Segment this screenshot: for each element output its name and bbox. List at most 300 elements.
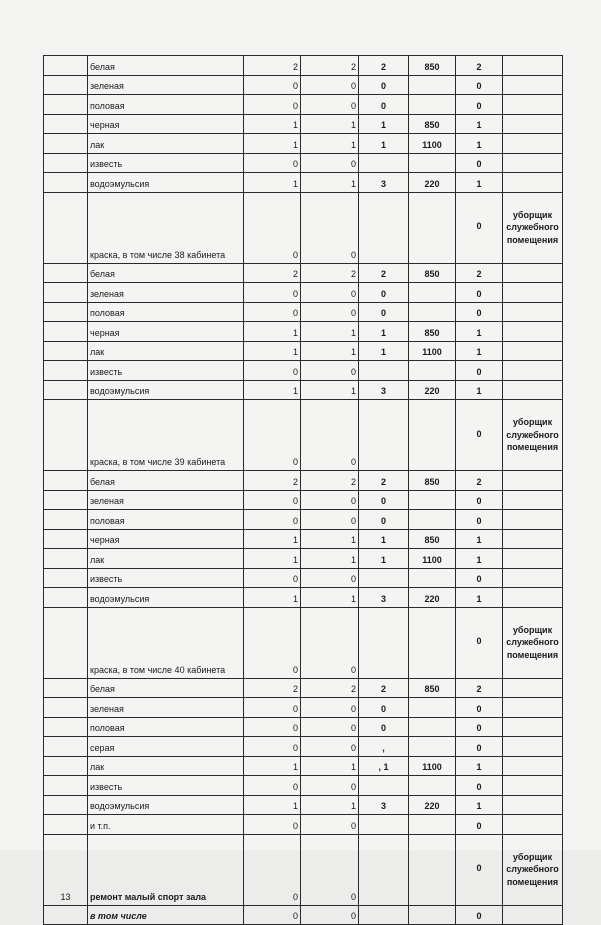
qty-b-cell: 0 (301, 776, 359, 796)
qty-a-cell: 0 (244, 153, 301, 173)
qty-b-cell: 0 (301, 737, 359, 757)
row-number-cell (44, 568, 88, 588)
qty-b-cell: 1 (301, 134, 359, 154)
price-cell: 220 (409, 588, 456, 608)
table-row (44, 834, 563, 905)
qty-c-cell: 0 (359, 95, 409, 115)
qty-d-cell: 0 (456, 153, 503, 173)
price-cell (409, 490, 456, 510)
row-number-cell (44, 588, 88, 608)
responsible-cell (503, 263, 563, 283)
qty-c-cell (359, 153, 409, 173)
qty-c-cell: 0 (359, 302, 409, 322)
price-cell: 220 (409, 173, 456, 193)
qty-a-cell: 1 (244, 529, 301, 549)
table-row (44, 756, 563, 776)
qty-d-cell: 1 (456, 114, 503, 134)
table-row (44, 192, 563, 263)
row-number-cell (44, 263, 88, 283)
qty-c-cell (359, 361, 409, 381)
responsible-cell: уборщик служебного помещения (503, 400, 563, 471)
item-name-cell: в том числе (88, 905, 244, 925)
qty-d-cell: 0 (456, 302, 503, 322)
qty-c-cell: 0 (359, 490, 409, 510)
item-name-cell: известь (88, 568, 244, 588)
qty-b-cell: 2 (301, 471, 359, 491)
qty-c-cell (359, 776, 409, 796)
responsible-cell (503, 678, 563, 698)
qty-a-cell: 0 (244, 400, 301, 471)
qty-a-cell: 0 (244, 698, 301, 718)
price-cell (409, 283, 456, 303)
responsible-cell (503, 56, 563, 76)
qty-a-cell: 1 (244, 341, 301, 361)
responsible-cell (503, 549, 563, 569)
row-number-cell (44, 192, 88, 263)
qty-c-cell: 2 (359, 471, 409, 491)
table-row (44, 56, 563, 76)
table-row (44, 698, 563, 718)
qty-c-cell: 0 (359, 75, 409, 95)
qty-d-cell: 2 (456, 678, 503, 698)
item-name-cell: ремонт малый спорт зала (88, 834, 244, 905)
table-row (44, 568, 563, 588)
table-row (44, 588, 563, 608)
table-row (44, 153, 563, 173)
price-cell: 1100 (409, 341, 456, 361)
item-name-cell: водоэмульсия (88, 173, 244, 193)
qty-c-cell: 1 (359, 134, 409, 154)
qty-a-cell: 0 (244, 776, 301, 796)
qty-b-cell: 0 (301, 192, 359, 263)
item-name-cell: половая (88, 95, 244, 115)
qty-b-cell: 0 (301, 95, 359, 115)
price-cell (409, 737, 456, 757)
qty-b-cell: 0 (301, 698, 359, 718)
qty-b-cell: 0 (301, 834, 359, 905)
row-number-cell (44, 114, 88, 134)
row-number-cell (44, 607, 88, 678)
table-row (44, 361, 563, 381)
price-cell: 850 (409, 678, 456, 698)
item-name-cell: белая (88, 471, 244, 491)
price-cell: 850 (409, 471, 456, 491)
qty-a-cell: 1 (244, 134, 301, 154)
item-name-cell: лак (88, 341, 244, 361)
item-name-cell: половая (88, 302, 244, 322)
table-row (44, 302, 563, 322)
qty-b-cell: 1 (301, 756, 359, 776)
responsible-cell (503, 322, 563, 342)
table-row (44, 400, 563, 471)
qty-d-cell: 0 (456, 490, 503, 510)
qty-d-cell: 1 (456, 756, 503, 776)
table-row (44, 815, 563, 835)
responsible-cell (503, 153, 563, 173)
qty-d-cell: 1 (456, 134, 503, 154)
qty-a-cell: 1 (244, 173, 301, 193)
qty-a-cell: 2 (244, 263, 301, 283)
qty-a-cell: 0 (244, 834, 301, 905)
item-name-cell: зеленая (88, 75, 244, 95)
qty-b-cell: 0 (301, 490, 359, 510)
qty-b-cell: 1 (301, 173, 359, 193)
responsible-cell (503, 568, 563, 588)
qty-a-cell: 0 (244, 75, 301, 95)
row-number-cell (44, 737, 88, 757)
price-cell (409, 698, 456, 718)
qty-d-cell: 1 (456, 341, 503, 361)
qty-c-cell: , 1 (359, 756, 409, 776)
table-row (44, 173, 563, 193)
item-name-cell: известь (88, 361, 244, 381)
materials-table-body (44, 56, 563, 925)
qty-d-cell: 0 (456, 834, 503, 905)
materials-table (43, 55, 563, 925)
qty-b-cell: 1 (301, 322, 359, 342)
responsible-cell (503, 95, 563, 115)
responsible-cell (503, 588, 563, 608)
row-number-cell (44, 361, 88, 381)
price-cell (409, 776, 456, 796)
item-name-cell: белая (88, 678, 244, 698)
price-cell (409, 568, 456, 588)
price-cell (409, 400, 456, 471)
responsible-cell: уборщик служебного помещения (503, 607, 563, 678)
qty-b-cell: 0 (301, 815, 359, 835)
qty-a-cell: 2 (244, 471, 301, 491)
row-number-cell (44, 717, 88, 737)
qty-b-cell: 0 (301, 75, 359, 95)
responsible-cell (503, 905, 563, 925)
qty-b-cell: 0 (301, 400, 359, 471)
qty-c-cell: 1 (359, 549, 409, 569)
qty-c-cell: 3 (359, 795, 409, 815)
qty-b-cell: 1 (301, 114, 359, 134)
qty-d-cell: 0 (456, 776, 503, 796)
price-cell: 220 (409, 380, 456, 400)
qty-b-cell: 1 (301, 341, 359, 361)
row-number-cell (44, 678, 88, 698)
row-number-cell (44, 341, 88, 361)
qty-b-cell: 0 (301, 283, 359, 303)
responsible-cell (503, 795, 563, 815)
qty-a-cell: 0 (244, 192, 301, 263)
row-number-cell: 13 (44, 834, 88, 905)
qty-d-cell: 1 (456, 322, 503, 342)
qty-d-cell: 0 (456, 815, 503, 835)
qty-d-cell: 1 (456, 380, 503, 400)
price-cell: 1100 (409, 549, 456, 569)
row-number-cell (44, 56, 88, 76)
responsible-cell: уборщик служебного помещения (503, 834, 563, 905)
table-row (44, 737, 563, 757)
price-cell (409, 815, 456, 835)
qty-d-cell: 2 (456, 471, 503, 491)
responsible-cell (503, 283, 563, 303)
responsible-cell (503, 75, 563, 95)
responsible-cell (503, 737, 563, 757)
qty-d-cell: 1 (456, 795, 503, 815)
qty-d-cell: 0 (456, 283, 503, 303)
price-cell (409, 834, 456, 905)
qty-a-cell: 1 (244, 549, 301, 569)
table-row (44, 95, 563, 115)
qty-a-cell: 1 (244, 795, 301, 815)
row-number-cell (44, 153, 88, 173)
qty-d-cell: 1 (456, 529, 503, 549)
qty-c-cell (359, 607, 409, 678)
item-name-cell: лак (88, 549, 244, 569)
row-number-cell (44, 490, 88, 510)
responsible-cell (503, 529, 563, 549)
qty-c-cell: , (359, 737, 409, 757)
qty-a-cell: 1 (244, 588, 301, 608)
responsible-cell (503, 776, 563, 796)
item-name-cell: краска, в том числе 40 кабинета (88, 607, 244, 678)
qty-b-cell: 1 (301, 549, 359, 569)
qty-a-cell: 0 (244, 905, 301, 925)
row-number-cell (44, 815, 88, 835)
qty-b-cell: 0 (301, 607, 359, 678)
qty-b-cell: 0 (301, 905, 359, 925)
item-name-cell: белая (88, 56, 244, 76)
row-number-cell (44, 322, 88, 342)
price-cell: 220 (409, 795, 456, 815)
item-name-cell: и т.п. (88, 815, 244, 835)
qty-d-cell: 0 (456, 737, 503, 757)
row-number-cell (44, 756, 88, 776)
qty-d-cell: 0 (456, 568, 503, 588)
qty-c-cell: 2 (359, 56, 409, 76)
qty-c-cell (359, 905, 409, 925)
qty-b-cell: 1 (301, 588, 359, 608)
item-name-cell: лак (88, 134, 244, 154)
row-number-cell (44, 776, 88, 796)
responsible-cell (503, 134, 563, 154)
responsible-cell (503, 717, 563, 737)
qty-a-cell: 0 (244, 568, 301, 588)
qty-c-cell (359, 192, 409, 263)
qty-a-cell: 1 (244, 380, 301, 400)
item-name-cell: водоэмульсия (88, 588, 244, 608)
table-row (44, 678, 563, 698)
qty-b-cell: 0 (301, 361, 359, 381)
qty-b-cell: 0 (301, 717, 359, 737)
qty-c-cell: 1 (359, 114, 409, 134)
qty-a-cell: 0 (244, 717, 301, 737)
price-cell (409, 302, 456, 322)
item-name-cell: водоэмульсия (88, 795, 244, 815)
item-name-cell: зеленая (88, 698, 244, 718)
qty-a-cell: 0 (244, 302, 301, 322)
qty-c-cell: 0 (359, 717, 409, 737)
qty-c-cell: 0 (359, 283, 409, 303)
row-number-cell (44, 698, 88, 718)
qty-a-cell: 0 (244, 815, 301, 835)
price-cell (409, 510, 456, 530)
responsible-cell (503, 380, 563, 400)
responsible-cell (503, 302, 563, 322)
qty-d-cell: 0 (456, 400, 503, 471)
qty-b-cell: 2 (301, 263, 359, 283)
qty-b-cell: 2 (301, 678, 359, 698)
item-name-cell: зеленая (88, 283, 244, 303)
table-row (44, 607, 563, 678)
row-number-cell (44, 905, 88, 925)
item-name-cell: зеленая (88, 490, 244, 510)
table-row (44, 549, 563, 569)
item-name-cell: черная (88, 114, 244, 134)
qty-d-cell: 1 (456, 588, 503, 608)
price-cell (409, 192, 456, 263)
responsible-cell: уборщик служебного помещения (503, 192, 563, 263)
qty-a-cell: 0 (244, 607, 301, 678)
qty-b-cell: 0 (301, 302, 359, 322)
row-number-cell (44, 400, 88, 471)
table-row (44, 510, 563, 530)
row-number-cell (44, 510, 88, 530)
table-row (44, 905, 563, 925)
qty-c-cell (359, 815, 409, 835)
qty-a-cell: 0 (244, 283, 301, 303)
qty-c-cell: 3 (359, 173, 409, 193)
responsible-cell (503, 173, 563, 193)
table-row (44, 341, 563, 361)
qty-c-cell: 2 (359, 263, 409, 283)
qty-b-cell: 1 (301, 795, 359, 815)
table-row (44, 795, 563, 815)
qty-c-cell (359, 834, 409, 905)
responsible-cell (503, 361, 563, 381)
qty-a-cell: 0 (244, 490, 301, 510)
qty-d-cell: 0 (456, 192, 503, 263)
table-row (44, 380, 563, 400)
price-cell (409, 153, 456, 173)
price-cell: 1100 (409, 134, 456, 154)
qty-d-cell: 2 (456, 263, 503, 283)
qty-a-cell: 0 (244, 510, 301, 530)
price-cell (409, 95, 456, 115)
price-cell (409, 607, 456, 678)
qty-a-cell: 1 (244, 756, 301, 776)
row-number-cell (44, 173, 88, 193)
qty-d-cell: 0 (456, 905, 503, 925)
qty-a-cell: 2 (244, 56, 301, 76)
row-number-cell (44, 549, 88, 569)
qty-a-cell: 1 (244, 322, 301, 342)
qty-b-cell: 0 (301, 510, 359, 530)
price-cell (409, 717, 456, 737)
price-cell (409, 75, 456, 95)
price-cell: 850 (409, 114, 456, 134)
qty-d-cell: 0 (456, 361, 503, 381)
qty-d-cell: 0 (456, 717, 503, 737)
table-row (44, 322, 563, 342)
table-row (44, 75, 563, 95)
qty-d-cell: 0 (456, 95, 503, 115)
qty-c-cell (359, 568, 409, 588)
responsible-cell (503, 114, 563, 134)
responsible-cell (503, 510, 563, 530)
qty-c-cell: 1 (359, 529, 409, 549)
item-name-cell: известь (88, 153, 244, 173)
qty-a-cell: 2 (244, 678, 301, 698)
qty-d-cell: 1 (456, 549, 503, 569)
qty-c-cell: 0 (359, 698, 409, 718)
qty-d-cell: 0 (456, 607, 503, 678)
qty-d-cell: 0 (456, 698, 503, 718)
table-row (44, 529, 563, 549)
item-name-cell: лак (88, 756, 244, 776)
qty-d-cell: 0 (456, 75, 503, 95)
qty-b-cell: 2 (301, 56, 359, 76)
responsible-cell (503, 698, 563, 718)
qty-c-cell: 3 (359, 588, 409, 608)
table-row (44, 134, 563, 154)
qty-a-cell: 1 (244, 114, 301, 134)
table-row (44, 717, 563, 737)
row-number-cell (44, 302, 88, 322)
qty-a-cell: 0 (244, 737, 301, 757)
table-row (44, 490, 563, 510)
item-name-cell: серая (88, 737, 244, 757)
item-name-cell: белая (88, 263, 244, 283)
item-name-cell: половая (88, 510, 244, 530)
item-name-cell: черная (88, 322, 244, 342)
qty-c-cell (359, 400, 409, 471)
item-name-cell: черная (88, 529, 244, 549)
qty-d-cell: 0 (456, 510, 503, 530)
item-name-cell: водоэмульсия (88, 380, 244, 400)
responsible-cell (503, 815, 563, 835)
qty-b-cell: 0 (301, 568, 359, 588)
responsible-cell (503, 341, 563, 361)
responsible-cell (503, 490, 563, 510)
row-number-cell (44, 795, 88, 815)
qty-d-cell: 1 (456, 173, 503, 193)
row-number-cell (44, 134, 88, 154)
table-row (44, 114, 563, 134)
item-name-cell: половая (88, 717, 244, 737)
price-cell: 1100 (409, 756, 456, 776)
row-number-cell (44, 75, 88, 95)
qty-c-cell: 2 (359, 678, 409, 698)
item-name-cell: известь (88, 776, 244, 796)
qty-c-cell: 0 (359, 510, 409, 530)
price-cell: 850 (409, 263, 456, 283)
responsible-cell (503, 756, 563, 776)
row-number-cell (44, 471, 88, 491)
table-row (44, 263, 563, 283)
qty-d-cell: 2 (456, 56, 503, 76)
qty-c-cell: 1 (359, 322, 409, 342)
item-name-cell: краска, в том числе 38 кабинета (88, 192, 244, 263)
qty-b-cell: 1 (301, 529, 359, 549)
price-cell: 850 (409, 322, 456, 342)
qty-b-cell: 1 (301, 380, 359, 400)
qty-c-cell: 1 (359, 341, 409, 361)
responsible-cell (503, 471, 563, 491)
price-cell: 850 (409, 56, 456, 76)
row-number-cell (44, 95, 88, 115)
table-row (44, 776, 563, 796)
qty-a-cell: 0 (244, 361, 301, 381)
row-number-cell (44, 283, 88, 303)
price-cell (409, 361, 456, 381)
row-number-cell (44, 529, 88, 549)
price-cell: 850 (409, 529, 456, 549)
